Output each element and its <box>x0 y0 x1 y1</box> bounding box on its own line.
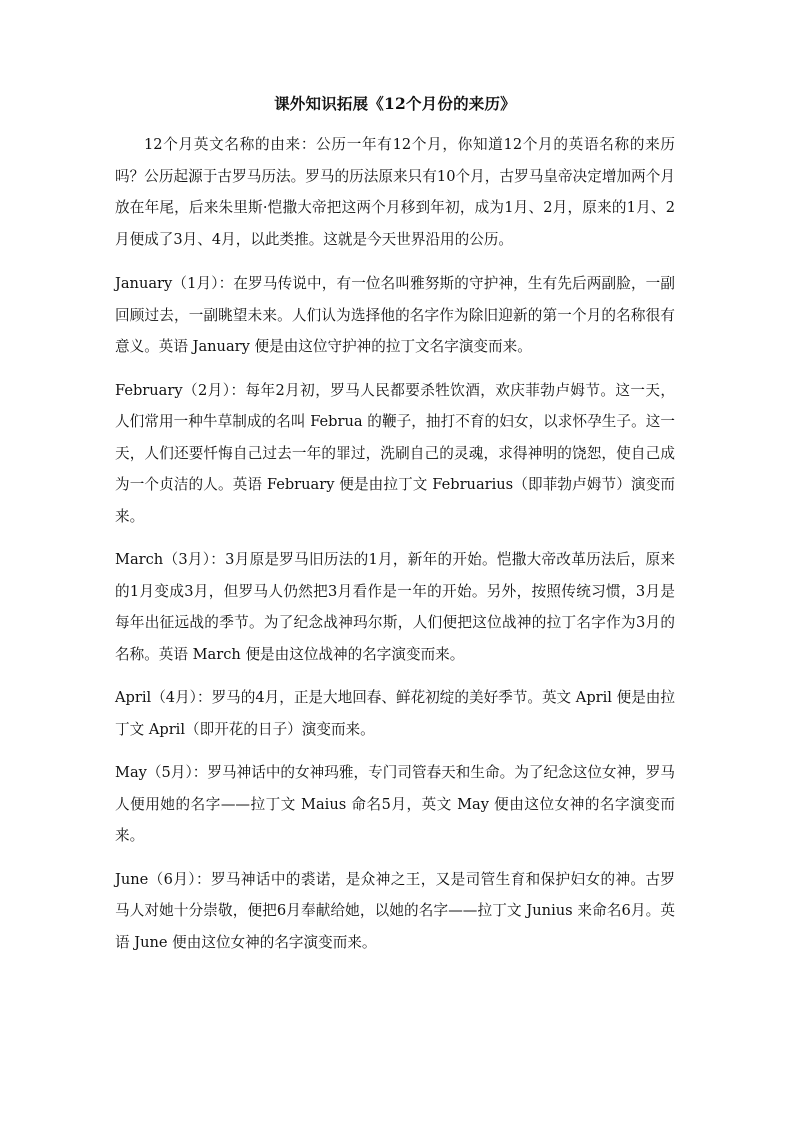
month-entry-january: January（1月）：在罗马传说中，有一位名叫雅努斯的守护神，生有先后两副脸，一副回顾过去，一副眺望未来。人们认为选择他的名字作为除旧迎新的第一个月的名称很有意义。英语 January 便是由这位守护神的拉丁文名字演变而来。 <box>115 275 675 355</box>
month-entry-june: June（6月）：罗马神话中的裘诺，是众神之王，又是司管生育和保护妇女的神。古罗马人对她十分崇敬，便把6月奉献给她，以她的名字——拉丁文 Junius 来命名6月。英语 June 便由这位女神的名字演变而来。 <box>115 870 675 951</box>
month-entry-may: May（5月）：罗马神话中的女神玛雅，专门司管春天和生命。为了纪念这位女神，罗马人便用她的名字——拉丁文 Maius 命名5月，英文 May 便由这位女神的名字演变而来。 <box>115 764 675 844</box>
document-title: 课外知识拓展《12个月份的来历》 <box>274 94 516 113</box>
month-entry-march: March（3月）：3月原是罗马旧历法的1月，新年的开始。恺撒大帝改革历法后，原来的1月变成3月，但罗马人仍然把3月看作是一年的开始。另外，按照传统习惯，3月是每年出征远战的季节。为了纪念战神玛尔斯，人们便把这位战神的拉丁名字作为3月的名称。英语 March 便是由这位战神的名字演变而来。 <box>115 551 675 663</box>
month-entry-february: February（2月）：每年2月初，罗马人民都要杀牲饮酒，欢庆菲勃卢姆节。这一天，人们常用一种牛草制成的名叫 Februa 的鞭子，抽打不育的妇女，以求怀孕生子。这一天，人们还要忏悔自己过去一年的罪过，洗刷自己的灵魂，求得神明的饶恕，使自己成为一个贞洁的人。英语 February 便是由拉丁文 Februarius（即菲勃卢姆节）演变而来。 <box>115 381 675 525</box>
intro-paragraph: 12个月英文名称的由来：公历一年有12个月，你知道12个月的英语名称的来历吗？公历起源于古罗马历法。罗马的历法原来只有10个月，古罗马皇帝决定增加两个月放在年尾，后来朱里斯·恺撒大帝把这两个月移到年初，成为1月、2月，原来的1月、2月便成了3月、4月，以此类推。这就是今天世界沿用的公历。 <box>115 136 675 248</box>
month-entry-april: April（4月）：罗马的4月，正是大地回春、鲜花初绽的美好季节。英文 April 便是由拉丁文 April（即开花的日子）演变而来。 <box>115 689 675 738</box>
document-page <box>115 93 675 970</box>
